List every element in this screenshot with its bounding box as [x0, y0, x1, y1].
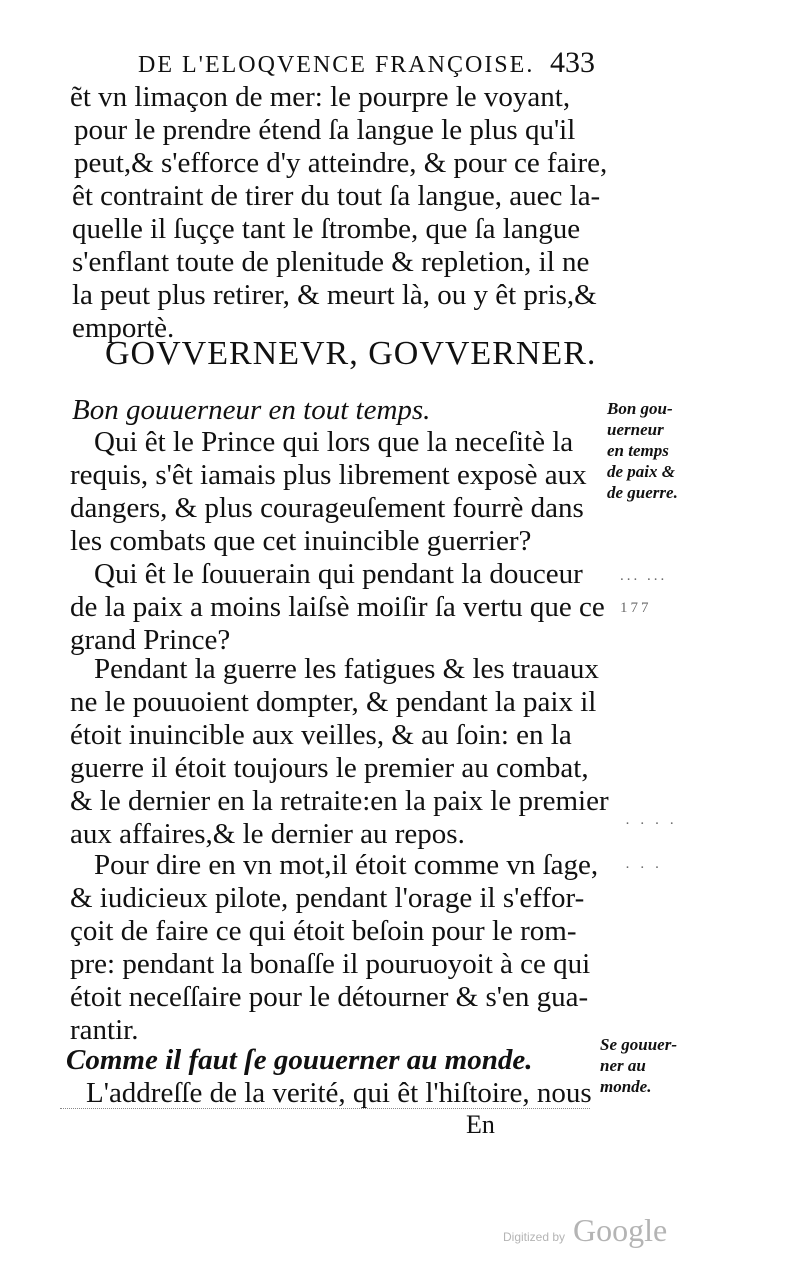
margin-note: Se gouuer- ner au monde. — [600, 1035, 677, 1096]
text-line: de la paix a moins laiſsè moiſir ſa vertu que ce — [70, 591, 605, 623]
digitization-watermark: Digitized by Google — [503, 1212, 668, 1248]
margin-note: Bon gou- uerneur en temps de paix & de guerre. — [607, 399, 678, 502]
faint-marginalia: ... ... — [620, 568, 668, 584]
section-heading: GOVVERNEVR, GOVVERNER. — [105, 335, 597, 372]
text-line: requis, s'êt iamais plus librement exposè aux — [70, 459, 587, 491]
text-line: pour le prendre étend ſa langue le plus qu'il — [74, 114, 576, 146]
catchword: En — [466, 1110, 495, 1139]
text-line: & iudicieux pilote, pendant l'orage il s'effor- — [70, 882, 585, 914]
faint-marginalia: · · · · — [625, 816, 678, 832]
text-line: rantir. — [70, 1014, 139, 1046]
text-line: emportè. — [72, 312, 175, 344]
text-line: peut,& s'efforce d'y atteindre, & pour ce faire, — [74, 147, 608, 179]
text-line: guerre il étoit toujours le premier au combat, — [70, 752, 589, 784]
text-line: & le dernier en la retraite:en la paix le premier — [70, 785, 609, 817]
text-line: dangers, & plus courageuſement fourrè dans — [70, 492, 584, 524]
text-line: pre: pendant la bonaſſe il pouruoyoit à ce qui — [70, 948, 591, 980]
text-line: grand Prince? — [70, 624, 231, 656]
text-line: Qui êt le ſouuerain qui pendant la douceur — [94, 558, 583, 590]
text-line: êt contraint de tirer du tout ſa langue, auec la- — [72, 180, 601, 212]
faint-marginalia: · · · — [625, 860, 663, 876]
faint-marginalia: 177 — [620, 600, 652, 616]
text-line: étoit neceſſaire pour le détourner & s'en gua- — [70, 981, 589, 1013]
text-line: çoit de faire ce qui étoit beſoin pour le rom- — [70, 915, 577, 947]
text-line: Qui êt le Prince qui lors que la neceſitè la — [94, 426, 574, 458]
text-line: étoit inuincible aux veilles, & au ſoin: en la — [70, 719, 572, 751]
text-line: aux affaires,& le dernier au repos. — [70, 818, 465, 850]
text-line: la peut plus retirer, & meurt là, ou y êt pris,& — [72, 279, 597, 311]
subheading: Bon gouuerneur en tout temps. — [72, 394, 431, 426]
text-line: L'addreſſe de la verité, qui êt l'hiſtoire, nous — [86, 1077, 592, 1109]
text-line: s'enflant toute de plenitude & repletion, il ne — [72, 246, 590, 278]
text-line: Pendant la guerre les fatigues & les trauaux — [94, 653, 599, 685]
text-line: ne le pouuoient dompter, & pendant la paix il — [70, 686, 597, 718]
text-line: ẽt vn limaçon de mer: le pourpre le voyant, — [70, 81, 571, 113]
google-logo: Google — [573, 1212, 668, 1248]
page-number: 433 — [550, 46, 595, 79]
subheading: Comme il faut ſe gouuerner au monde. — [66, 1044, 533, 1076]
bottom-rule — [60, 1108, 590, 1109]
text-line: Pour dire en vn mot,il étoit comme vn ſage, — [94, 849, 599, 881]
running-title: DE L'ELOQVENCE FRANÇOISE. — [138, 52, 535, 78]
text-line: quelle il ſuççe tant le ſtrombe, que ſa langue — [72, 213, 581, 245]
text-line: les combats que cet inuincible guerrier? — [70, 525, 532, 557]
